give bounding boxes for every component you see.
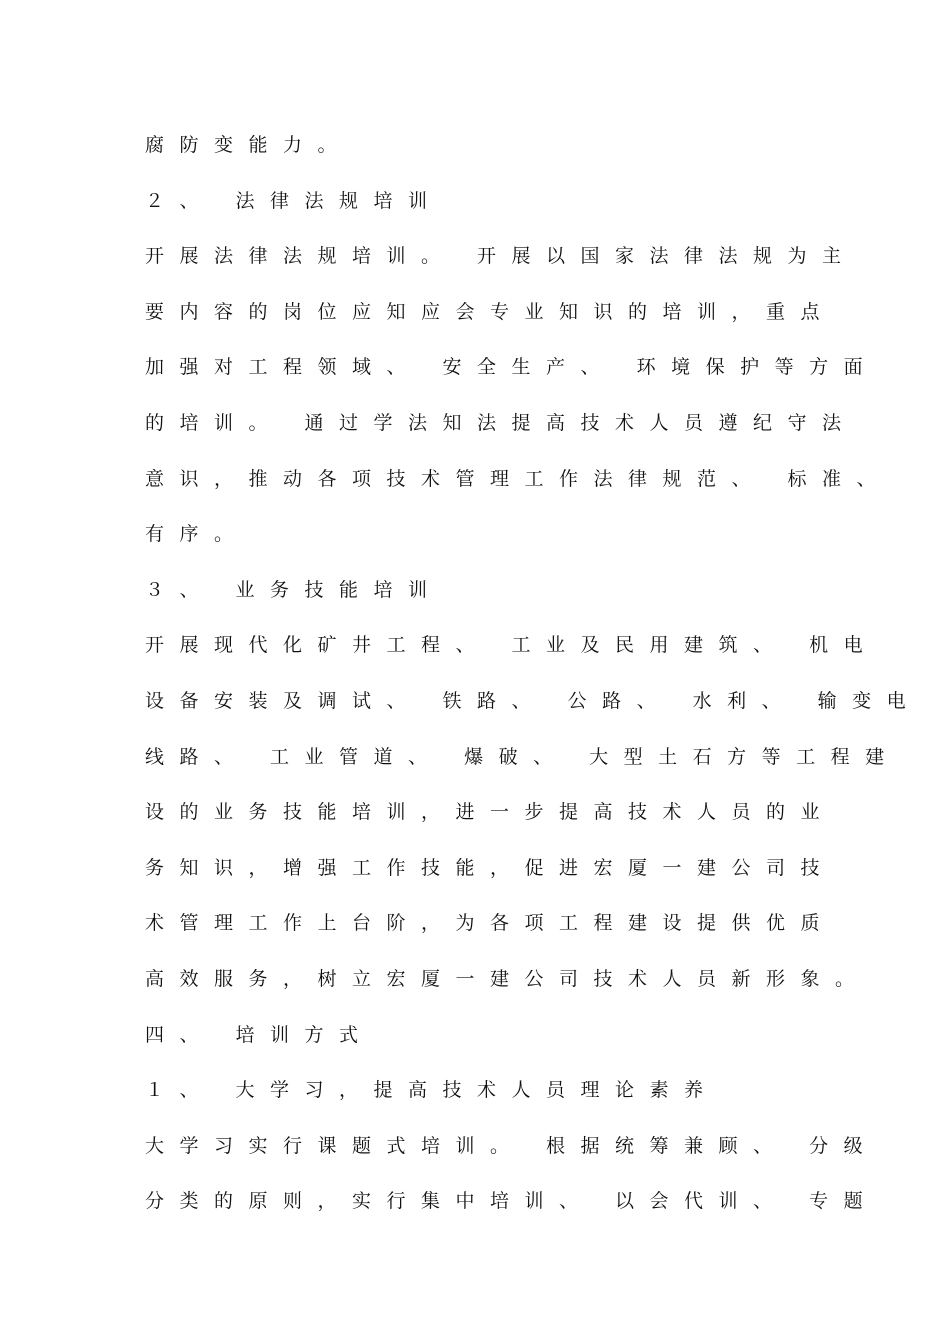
text-line: 高效服务，树立宏厦一建公司技术人员新形象。 <box>145 968 870 990</box>
text-line: 设的业务技能培训，进一步提高技术人员的业 <box>145 801 836 823</box>
text-line: 术管理工作上台阶，为各项工程建设提供优质 <box>145 912 836 934</box>
text-line: 务知识，增强工作技能，促进宏厦一建公司技 <box>145 857 836 879</box>
text-line: 开展法律法规培训。 开展以国家法律法规为主 <box>145 245 857 267</box>
chapter-heading: 四、 培训方式 <box>145 1024 374 1046</box>
text-line: 线路、 工业管道、 爆破、 大型土石方等工程建 <box>145 746 900 768</box>
section-heading: ３、 业务技能培训 <box>145 579 443 601</box>
section-heading: １、 大学习，提高技术人员理论素养 <box>145 1079 719 1101</box>
text-line: 要内容的岗位应知应会专业知识的培训，重点 <box>145 301 836 323</box>
text-line: 加强对工程领域、 安全生产、 环境保护等方面 <box>145 356 879 378</box>
text-line: 有序。 <box>145 523 249 545</box>
text-line: 设备安装及调试、 铁路、 公路、 水利、 输变电 <box>145 690 922 712</box>
text-line: 的培训。 通过学法知法提高技术人员遵纪守法 <box>145 412 857 434</box>
text-line: 分类的原则，实行集中培训、 以会代训、 专题 <box>145 1190 879 1212</box>
text-line: 腐防变能力。 <box>145 134 353 156</box>
text-line: 开展现代化矿井工程、 工业及民用建筑、 机电 <box>145 634 879 656</box>
text-line: 意识，推动各项技术管理工作法律规范、 标准、 <box>145 468 892 490</box>
section-heading: ２、 法律法规培训 <box>145 190 443 212</box>
text-line: 大学习实行课题式培训。 根据统筹兼顾、 分级 <box>145 1135 879 1157</box>
